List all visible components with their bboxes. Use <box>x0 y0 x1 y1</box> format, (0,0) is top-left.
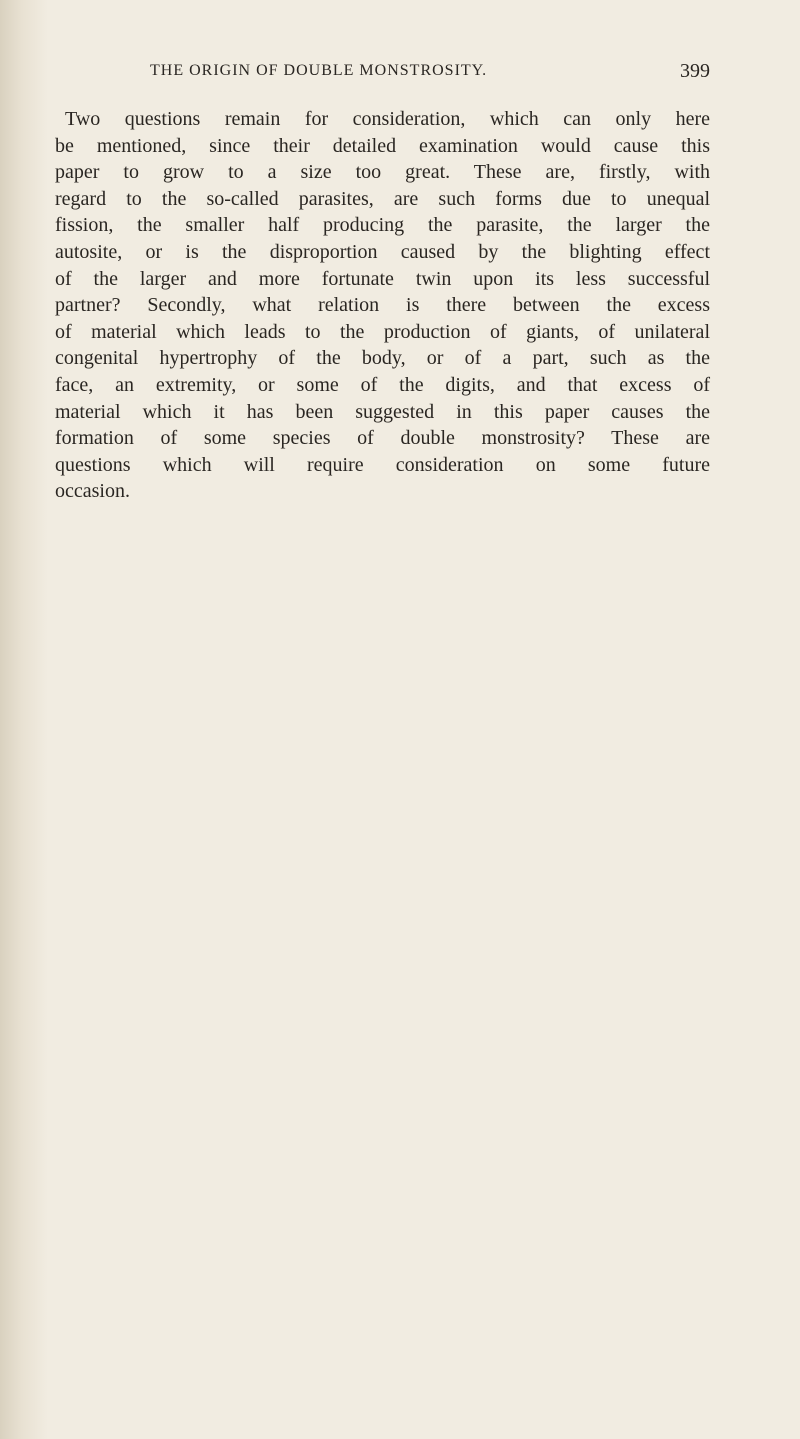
paragraph-line: questions which will require consideration on some future <box>55 453 710 476</box>
running-title: THE ORIGIN OF DOUBLE MONSTROSITY. <box>150 62 488 79</box>
paragraph-line: occasion. <box>55 480 130 503</box>
paragraph-line: be mentioned, since their detailed examination would cause this <box>55 134 710 157</box>
paragraph-line: formation of some species of double monstrosity? These are <box>55 427 710 450</box>
paragraph-line: material which it has been suggested in this paper causes the <box>55 400 710 423</box>
paragraph-line: face, an extremity, or some of the digits, and that excess of <box>55 373 710 396</box>
page-number: 399 <box>680 60 710 82</box>
running-head <box>150 62 710 86</box>
paragraph-line: of material which leads to the production of giants, of unilateral <box>55 320 710 343</box>
paragraph-line: fission, the smaller half producing the parasite, the larger the <box>55 214 710 237</box>
paragraph-line: partner? Secondly, what relation is there between the excess <box>55 294 710 317</box>
paragraph-line: regard to the so-called parasites, are such forms due to unequal <box>55 187 710 210</box>
paragraph-line: paper to grow to a size too great. These are, firstly, with <box>55 161 710 184</box>
body-paragraph <box>55 106 710 505</box>
paragraph-line: Two questions remain for consideration, which can only here <box>65 108 710 130</box>
paragraph-line: of the larger and more fortunate twin upon its less successful <box>55 267 710 290</box>
paragraph-line: congenital hypertrophy of the body, or of a part, such as the <box>55 347 710 370</box>
paragraph-line: autosite, or is the disproportion caused by the blighting effect <box>55 240 710 263</box>
page-binding-shadow <box>0 0 48 1439</box>
